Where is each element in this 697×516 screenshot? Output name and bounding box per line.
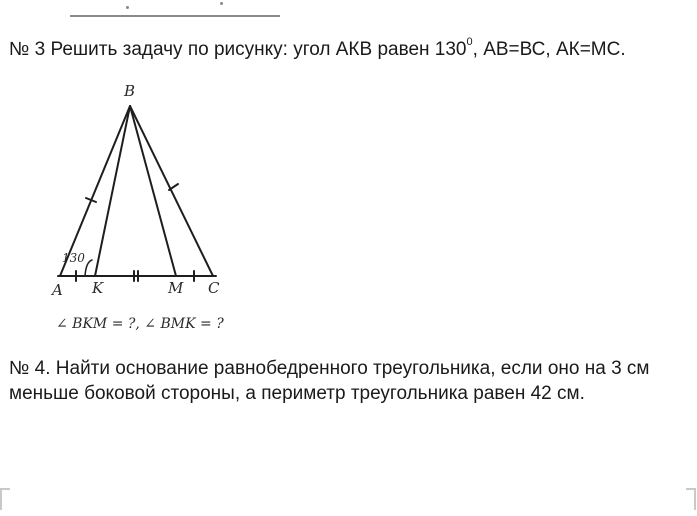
label-angle-130: 130	[62, 251, 85, 265]
label-k: K	[92, 279, 104, 297]
segment-bk	[95, 106, 130, 276]
label-c: C	[208, 279, 220, 297]
page-corner-right	[686, 488, 696, 510]
side-bc	[130, 106, 213, 276]
label-m: M	[168, 279, 184, 297]
figure-question: ∠ BKM = ?, ∠ BMK = ?	[56, 316, 224, 332]
segment-bm	[130, 106, 176, 276]
label-a: A	[52, 281, 63, 299]
scan-speck	[220, 2, 223, 5]
triangle-figure	[38, 78, 268, 343]
task-3-text	[9, 37, 626, 63]
angle-arc-k	[85, 260, 92, 276]
task-4-text: № 4. Найти основание равнобедренного треугольника, если оно на 3 см меньше боковой стороны, а периметр треугольника равен 42 см.	[9, 358, 650, 404]
task-3-degree: 0	[466, 35, 473, 48]
task-3-tail: , АВ=ВС, АК=МС.	[472, 39, 626, 60]
page-corner-left	[0, 488, 10, 510]
scan-speck	[126, 6, 129, 9]
task-3-main: № 3 Решить задачу по рисунку: угол АКВ равен 130	[9, 39, 467, 60]
top-divider	[70, 15, 280, 17]
label-b: B	[124, 82, 136, 100]
